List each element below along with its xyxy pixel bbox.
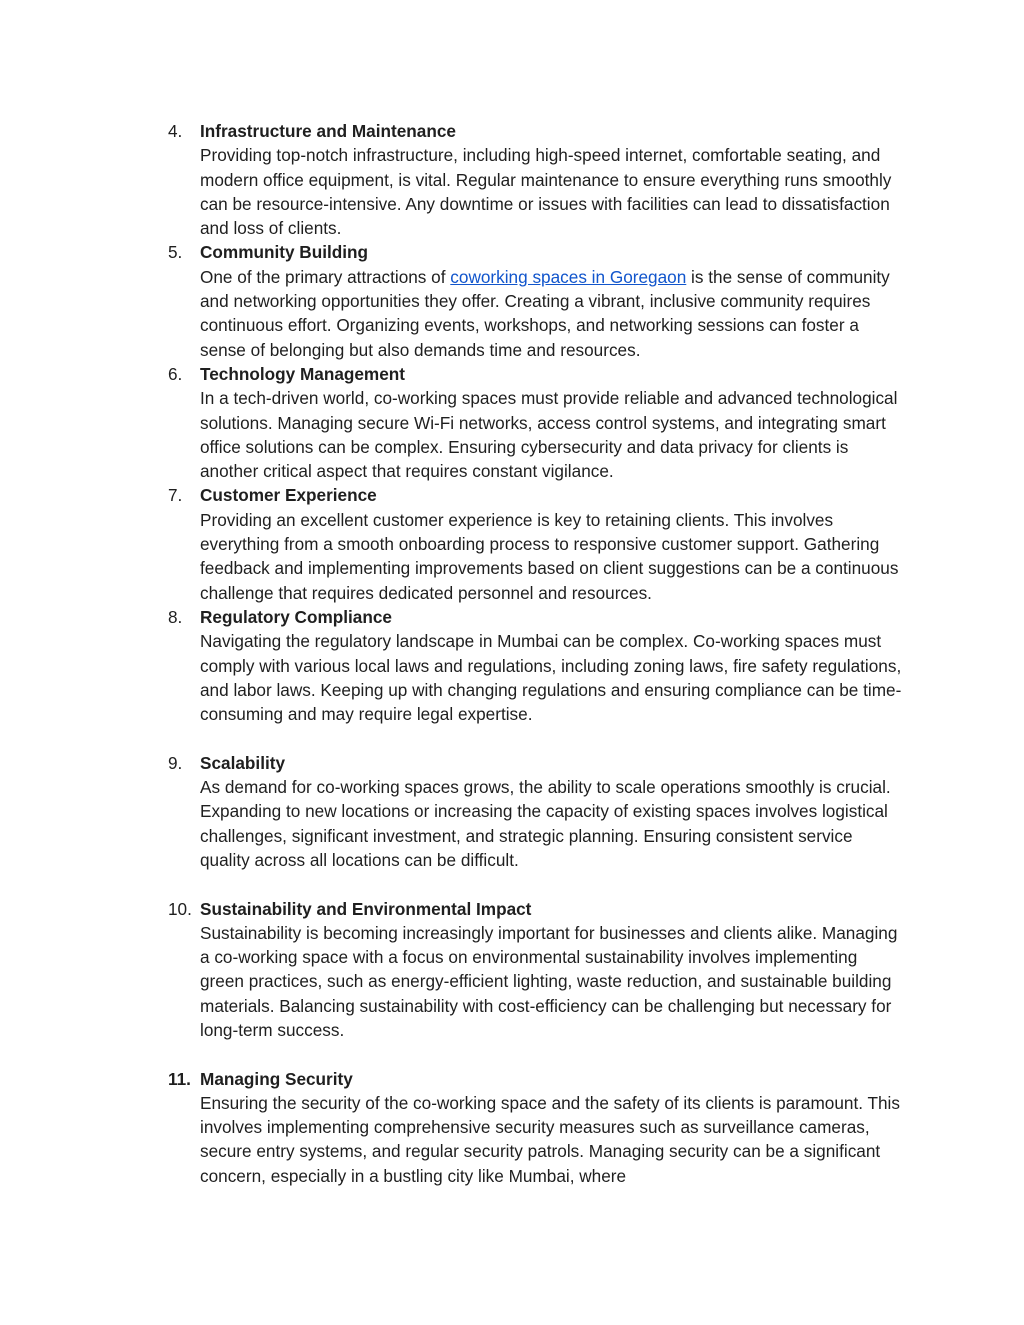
list-item-technology <box>0 362 904 483</box>
item-heading: Technology Management <box>200 363 405 384</box>
item-heading: Community Building <box>200 242 369 263</box>
list-number: 11. <box>168 1068 191 1089</box>
coworking-goregaon-link[interactable]: coworking spaces in Goregaon <box>450 266 687 287</box>
list-item-security <box>0 1067 904 1188</box>
body-text-after-link: is the sense of community and networking opportunities they offer. Creating a vibrant, inclusive community requires continuous effort. Organizing events, workshops, and networking sessions can foster a sense of belonging but also demands time and resources. <box>200 266 890 360</box>
list-number: 5. <box>168 242 183 263</box>
list-item-sustainability <box>0 897 904 1043</box>
list-number: 4. <box>168 121 183 141</box>
list-number: 10. <box>168 898 192 919</box>
item-body <box>200 265 904 362</box>
document-page <box>0 119 1024 1188</box>
list-item-regulatory <box>0 605 904 726</box>
list-number: 7. <box>168 485 183 506</box>
item-heading: Scalability <box>200 752 286 773</box>
item-heading: Regulatory Compliance <box>200 606 392 627</box>
item-heading: Managing Security <box>200 1068 353 1089</box>
item-body: In a tech-driven world, co-working spaces must provide reliable and advanced technological solutions. Managing secure Wi-Fi networks, access control systems, and integrating smart office solutions can be complex. Ensuring cybersecurity and data privacy for clients is another critical aspect that requires constant vigilance. <box>200 388 898 482</box>
item-heading: Customer Experience <box>200 485 377 506</box>
list-item-infrastructure <box>0 119 904 240</box>
item-body: Providing top-notch infrastructure, including high-speed internet, comfortable seating, and modern office equipment, is vital. Regular maintenance to ensure everything runs smoothly can be resource-intensive. Any downtime or issues with facilities can lead to dissatisfaction and loss of clients. <box>200 145 892 239</box>
item-body: Navigating the regulatory landscape in Mumbai can be complex. Co-working spaces must comply with various local laws and regulations, including zoning laws, fire safety regulations, and labor laws. Keeping up with changing regulations and ensuring compliance can be time-consuming and may require legal expertise. <box>200 631 902 725</box>
item-heading: Infrastructure and Maintenance <box>200 121 456 141</box>
body-text-before-link: One of the primary attractions of <box>200 266 451 287</box>
item-body: Sustainability is becoming increasingly important for businesses and clients alike. Managing a co-working space with a focus on environmental sustainability involves implementing green practices, such as energy-efficient lighting, waste reduction, and sustainable building materials. Balancing sustainability with cost-efficiency can be challenging but necessary for long-term success. <box>200 922 898 1040</box>
list-number: 6. <box>168 363 183 384</box>
list-item-scalability <box>0 751 904 872</box>
item-body: Providing an excellent customer experience is key to retaining clients. This involves everything from a smooth onboarding process to responsive customer support. Gathering feedback and implementing improvements based on client suggestions can be a continuous challenge that requires dedicated personnel and resources. <box>200 509 899 603</box>
list-number: 8. <box>168 606 183 627</box>
item-body: Ensuring the security of the co-working space and the safety of its clients is paramount. This involves implementing comprehensive security measures such as surveillance cameras, secure entry systems, and regular security patrols. Managing security can be a significant concern, especially in a bustling city like Mumbai, where <box>200 1092 900 1186</box>
list-number: 9. <box>168 752 183 773</box>
item-body: As demand for co-working spaces grows, the ability to scale operations smoothly is crucial. Expanding to new locations or increasing the capacity of existing spaces involves logistical challenges, significant investment, and strategic planning. Ensuring consistent service quality across all locations can be difficult. <box>200 777 891 870</box>
list-item-customer-experience <box>0 483 904 604</box>
list-item-community <box>0 240 904 361</box>
item-heading: Sustainability and Environmental Impact <box>200 898 532 919</box>
